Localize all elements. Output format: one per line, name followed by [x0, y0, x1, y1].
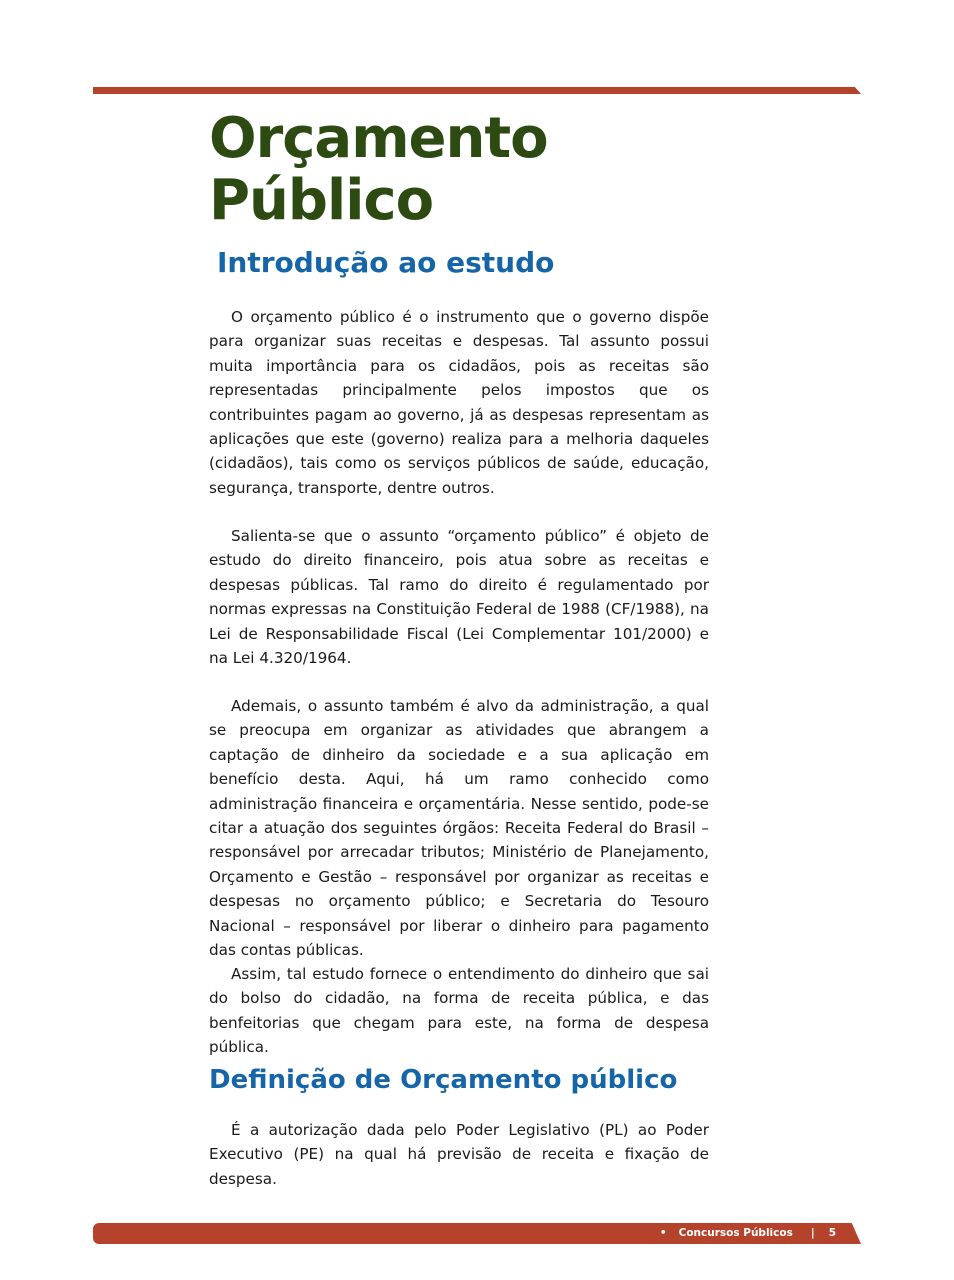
- page-title-line-1: Orçamento: [209, 106, 548, 171]
- footer-text: [660, 1225, 836, 1242]
- body-paragraph-2: Salienta-se que o assunto “orçamento público” é objeto de estudo do direito financeiro, pois atua sobre as receitas e despesas públicas. Tal ramo do direito é regulamentado por normas expressas na Constituição Federal de 1988 (CF/1988), na Lei de Responsabilidade Fiscal (Lei Complementar 101/2000) e na Lei 4.320/1964.: [209, 527, 709, 668]
- section-heading-intro: Introdução ao estudo: [217, 246, 555, 279]
- section-heading-definition: Definição de Orçamento público: [209, 1065, 678, 1095]
- footer-publication: Concursos Públicos: [678, 1227, 793, 1239]
- body-paragraph-1: O orçamento público é o instrumento que o governo dispõe para organizar suas receitas e despesas. Tal assunto possui muita importância para os cidadãos, pois as receitas são representadas principalmente pelos impostos que os contribuintes pagam ao governo, já as despesas representam as aplicações que este (governo) realiza para a melhoria daqueles (cidadãos), tais como os serviços públicos de saúde, educação, segurança, transporte, dentre outros.: [209, 308, 709, 497]
- top-decorative-bar: [93, 87, 861, 94]
- body-paragraph-3: Ademais, o assunto também é alvo da administração, a qual se preocupa em organizar as atividades que abrangem a captação de dinheiro da sociedade e a sua aplicação em benefício desta. Aqui, há um ramo conhecido como administração financeira e orçamentária. Nesse sentido, pode-se citar a atuação dos seguintes órgãos: Receita Federal do Brasil – responsável por arrecadar tributos; Ministério de Planejamento, Orçamento e Gestão – responsável por organizar as receitas e despesas no orçamento público; e Secretaria do Tesouro Nacional – responsável por liberar o dinheiro para pagamento das contas públicas.: [209, 697, 709, 960]
- page-title-line-2: Público: [209, 168, 434, 233]
- page-number: 5: [828, 1227, 836, 1239]
- page-title: [209, 108, 729, 232]
- definition-paragraph: É a autorização dada pelo Poder Legislativo (PL) ao Poder Executivo (PE) na qual há previsão de receita e fixação de despesa.: [209, 1121, 709, 1188]
- body-paragraph-4: Assim, tal estudo fornece o entendimento do dinheiro que sai do bolso do cidadão, na forma de receita pública, e das benfeitorias que chegam para este, na forma de despesa pública.: [209, 965, 709, 1057]
- footer-separator: |: [810, 1227, 815, 1239]
- footer-bullet: •: [659, 1227, 667, 1239]
